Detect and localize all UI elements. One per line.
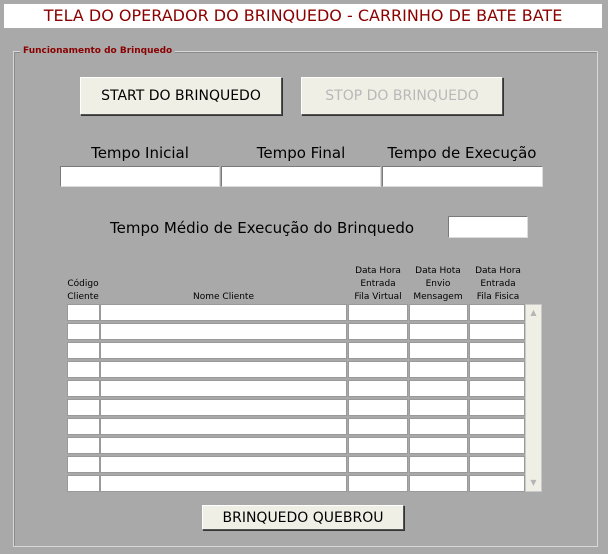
cell-message-sent[interactable] xyxy=(409,418,468,435)
cell-virtual-queue-entry[interactable] xyxy=(348,418,408,435)
table-scrollbar[interactable] xyxy=(525,304,542,492)
cell-message-sent[interactable] xyxy=(409,380,468,397)
cell-client-code[interactable] xyxy=(67,456,100,473)
cell-physical-queue-entry[interactable] xyxy=(469,475,525,492)
cell-client-name[interactable] xyxy=(100,323,347,340)
cell-virtual-queue-entry[interactable] xyxy=(348,475,408,492)
window-title: TELA DO OPERADOR DO BRINQUEDO - CARRINHO DE BATE BATE xyxy=(43,6,563,25)
cell-message-sent[interactable] xyxy=(409,342,468,359)
table-row xyxy=(67,399,525,416)
clients-table xyxy=(67,304,541,492)
table-row xyxy=(67,323,525,340)
table-row xyxy=(67,456,525,473)
col-header-client-code: Código Cliente xyxy=(67,279,99,302)
cell-virtual-queue-entry[interactable] xyxy=(348,342,408,359)
table-row xyxy=(67,342,525,359)
table-row xyxy=(67,304,525,321)
cell-physical-queue-entry[interactable] xyxy=(469,323,525,340)
avg-time-label: Tempo Médio de Execução do Brinquedo xyxy=(110,219,415,237)
cell-message-sent[interactable] xyxy=(409,475,468,492)
col-header-physical-queue-entry: Data Hora Entrada Fila Fisica xyxy=(475,266,521,302)
group-label: Funcionamento do Brinquedo xyxy=(20,44,175,58)
table-row xyxy=(67,418,525,435)
cell-virtual-queue-entry[interactable] xyxy=(348,361,408,378)
cell-virtual-queue-entry[interactable] xyxy=(348,456,408,473)
cell-message-sent[interactable] xyxy=(409,399,468,416)
cell-client-name[interactable] xyxy=(100,380,347,397)
initial-time-label: Tempo Inicial xyxy=(91,144,189,162)
table-row xyxy=(67,361,525,378)
title-bar xyxy=(4,4,602,28)
cell-physical-queue-entry[interactable] xyxy=(469,418,525,435)
cell-virtual-queue-entry[interactable] xyxy=(348,323,408,340)
start-button[interactable]: START DO BRINQUEDO xyxy=(80,77,282,115)
table-row xyxy=(67,475,525,492)
ride-broken-button[interactable]: BRINQUEDO QUEBROU xyxy=(202,505,404,530)
final-time-field[interactable] xyxy=(221,166,381,187)
cell-physical-queue-entry[interactable] xyxy=(469,361,525,378)
col-header-message-sent: Data Hota Envio Mensagem xyxy=(413,266,463,302)
cell-client-name[interactable] xyxy=(100,304,347,321)
cell-client-name[interactable] xyxy=(100,437,347,454)
cell-client-code[interactable] xyxy=(67,342,100,359)
cell-message-sent[interactable] xyxy=(409,304,468,321)
stop-button[interactable]: STOP DO BRINQUEDO xyxy=(301,77,503,115)
col-header-client-name: Nome Cliente xyxy=(193,292,254,302)
cell-client-code[interactable] xyxy=(67,380,100,397)
cell-virtual-queue-entry[interactable] xyxy=(348,437,408,454)
cell-message-sent[interactable] xyxy=(409,456,468,473)
cell-client-name[interactable] xyxy=(100,456,347,473)
avg-time-field[interactable] xyxy=(448,216,528,238)
exec-time-field[interactable] xyxy=(382,166,543,187)
cell-client-code[interactable] xyxy=(67,361,100,378)
cell-virtual-queue-entry[interactable] xyxy=(348,304,408,321)
cell-physical-queue-entry[interactable] xyxy=(469,399,525,416)
cell-physical-queue-entry[interactable] xyxy=(469,437,525,454)
cell-message-sent[interactable] xyxy=(409,437,468,454)
final-time-label: Tempo Final xyxy=(256,144,346,162)
cell-client-code[interactable] xyxy=(67,323,100,340)
cell-virtual-queue-entry[interactable] xyxy=(348,380,408,397)
cell-client-code[interactable] xyxy=(67,418,100,435)
cell-physical-queue-entry[interactable] xyxy=(469,342,525,359)
cell-client-name[interactable] xyxy=(100,475,347,492)
table-row xyxy=(67,380,525,397)
cell-client-code[interactable] xyxy=(67,304,100,321)
cell-client-name[interactable] xyxy=(100,418,347,435)
cell-virtual-queue-entry[interactable] xyxy=(348,399,408,416)
initial-time-field[interactable] xyxy=(60,166,220,187)
cell-message-sent[interactable] xyxy=(409,361,468,378)
col-header-virtual-queue-entry: Data Hora Entrada Fila Virtual xyxy=(354,266,402,302)
cell-physical-queue-entry[interactable] xyxy=(469,380,525,397)
cell-physical-queue-entry[interactable] xyxy=(469,456,525,473)
table-row xyxy=(67,437,525,454)
cell-client-code[interactable] xyxy=(67,437,100,454)
scroll-down-arrow-icon[interactable]: ▼ xyxy=(530,478,537,487)
scroll-up-arrow-icon[interactable]: ▲ xyxy=(530,308,537,317)
cell-client-name[interactable] xyxy=(100,361,347,378)
cell-message-sent[interactable] xyxy=(409,323,468,340)
cell-physical-queue-entry[interactable] xyxy=(469,304,525,321)
cell-client-code[interactable] xyxy=(67,475,100,492)
cell-client-name[interactable] xyxy=(100,342,347,359)
cell-client-code[interactable] xyxy=(67,399,100,416)
cell-client-name[interactable] xyxy=(100,399,347,416)
exec-time-label: Tempo de Execução xyxy=(387,144,537,162)
